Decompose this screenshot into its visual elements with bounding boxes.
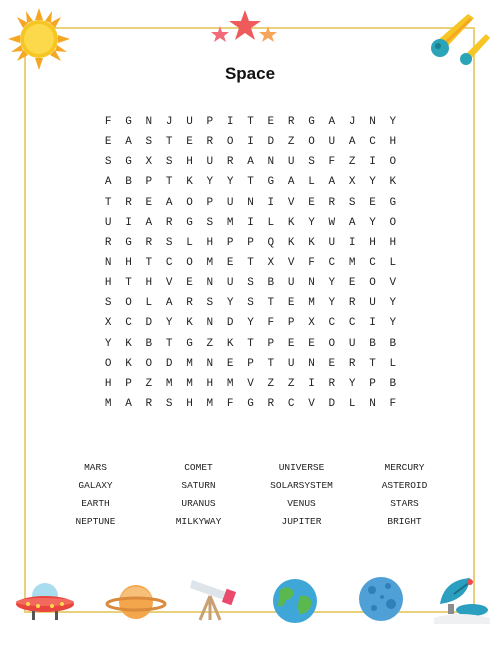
- grid-letter: H: [104, 277, 112, 290]
- grid-letter: A: [328, 116, 336, 129]
- grid-letter: L: [348, 397, 356, 410]
- grid-letter: K: [287, 216, 295, 229]
- grid-letter: O: [226, 136, 234, 149]
- grid-letter: X: [104, 317, 112, 330]
- grid-letter: R: [145, 397, 153, 410]
- word-list-item: STARS: [390, 498, 419, 509]
- grid-letter: A: [104, 176, 112, 189]
- grid-letter: B: [145, 337, 153, 350]
- grid-letter: E: [328, 357, 336, 370]
- grid-letter: E: [369, 196, 376, 209]
- word-list-item: URANUS: [181, 498, 216, 509]
- grid-letter: H: [369, 236, 376, 249]
- grid-letter: F: [104, 116, 112, 129]
- grid-letter: G: [125, 236, 132, 249]
- grid-letter: P: [145, 176, 153, 189]
- grid-letter: Y: [328, 297, 336, 310]
- grid-letter: U: [206, 156, 214, 169]
- grid-letter: P: [125, 377, 132, 390]
- grid-letter: N: [206, 317, 214, 330]
- grid-letter: P: [226, 236, 234, 249]
- grid-letter: T: [247, 256, 254, 269]
- grid-letter: N: [369, 116, 376, 129]
- grid-letter: R: [348, 297, 356, 310]
- grid-letter: H: [389, 136, 397, 149]
- grid-letter: D: [165, 357, 173, 370]
- grid-letter: S: [165, 156, 173, 169]
- grid-letter: N: [247, 196, 254, 209]
- grid-letter: A: [328, 176, 336, 189]
- grid-letter: V: [247, 377, 254, 390]
- grid-letter: F: [308, 256, 315, 269]
- grid-letter: C: [328, 317, 336, 330]
- grid-letter: E: [308, 337, 315, 350]
- grid-letter: A: [165, 196, 173, 209]
- grid-letter: Y: [389, 116, 397, 129]
- grid-letter: K: [186, 317, 193, 330]
- grid-letter: N: [267, 156, 275, 169]
- grid-letter: S: [308, 156, 315, 169]
- grid-letter: I: [247, 136, 254, 149]
- grid-letter: E: [267, 116, 275, 129]
- grid-letter: G: [247, 397, 254, 410]
- grid-letter: O: [328, 337, 336, 350]
- grid-letter: I: [247, 216, 254, 229]
- grid-letter: R: [267, 397, 275, 410]
- satellite-dish-icon: [430, 574, 492, 624]
- grid-letter: C: [165, 256, 173, 269]
- grid-letter: U: [186, 116, 193, 129]
- grid-letter: O: [308, 136, 315, 149]
- grid-letter: V: [389, 277, 397, 290]
- grid-letter: G: [186, 337, 193, 350]
- grid-letter: O: [125, 297, 132, 310]
- grid-letter: Z: [206, 337, 214, 350]
- grid-letter: M: [308, 297, 315, 310]
- grid-letter: Y: [247, 317, 254, 330]
- grid-letter: L: [389, 256, 397, 269]
- grid-letter: E: [104, 136, 112, 149]
- grid-letter: V: [287, 196, 295, 209]
- grid-letter: S: [145, 136, 153, 149]
- grid-letter: N: [206, 357, 214, 370]
- grid-letter: H: [206, 377, 214, 390]
- grid-letter: T: [267, 357, 275, 370]
- grid-letter: I: [369, 156, 376, 169]
- grid-letter: U: [226, 196, 234, 209]
- grid-letter: A: [348, 136, 356, 149]
- grid-letter: R: [206, 136, 214, 149]
- grid-letter: O: [389, 156, 397, 169]
- grid-letter: Y: [308, 216, 315, 229]
- grid-letter: U: [328, 136, 336, 149]
- grid-letter: L: [389, 357, 397, 370]
- grid-letter: V: [287, 256, 295, 269]
- grid-letter: R: [104, 236, 112, 249]
- grid-letter: E: [348, 277, 356, 290]
- grid-letter: N: [369, 397, 376, 410]
- grid-letter: Z: [348, 156, 356, 169]
- grid-letter: V: [165, 277, 173, 290]
- grid-letter: T: [247, 116, 254, 129]
- grid-letter: I: [226, 116, 234, 129]
- grid-letter: O: [104, 357, 112, 370]
- grid-letter: I: [308, 377, 315, 390]
- grid-letter: S: [104, 156, 112, 169]
- grid-letter: K: [125, 357, 132, 370]
- grid-letter: C: [287, 397, 295, 410]
- grid-letter: I: [267, 196, 275, 209]
- grid-letter: K: [308, 236, 315, 249]
- word-list-item: GALAXY: [78, 480, 113, 491]
- grid-letter: M: [165, 377, 173, 390]
- grid-letter: B: [369, 337, 376, 350]
- grid-letter: Y: [389, 317, 397, 330]
- grid-letter: R: [328, 377, 336, 390]
- grid-letter: T: [104, 196, 112, 209]
- grid-letter: H: [206, 236, 214, 249]
- word-list: [44, 459, 456, 531]
- grid-letter: Y: [104, 337, 112, 350]
- grid-letter: U: [287, 156, 295, 169]
- grid-letter: P: [206, 196, 214, 209]
- grid-letter: N: [308, 277, 315, 290]
- grid-letter: H: [104, 377, 112, 390]
- grid-letter: M: [186, 377, 193, 390]
- grid-letter: A: [247, 156, 254, 169]
- grid-letter: Z: [287, 377, 295, 390]
- grid-letter: U: [104, 216, 112, 229]
- grid-letter: U: [287, 277, 295, 290]
- grid-letter: A: [165, 297, 173, 310]
- grid-letter: F: [267, 317, 275, 330]
- grid-letter: R: [348, 357, 356, 370]
- grid-letter: T: [165, 136, 173, 149]
- grid-letter: G: [125, 156, 132, 169]
- grid-letter: K: [226, 337, 234, 350]
- grid-letter: G: [308, 116, 315, 129]
- grid-letter: T: [165, 337, 173, 350]
- grid-letter: S: [206, 216, 214, 229]
- grid-letter: G: [389, 196, 397, 209]
- grid-letter: Y: [389, 297, 397, 310]
- grid-letter: D: [328, 397, 336, 410]
- grid-letter: E: [308, 196, 315, 209]
- grid-letter: H: [145, 277, 153, 290]
- grid-letter: E: [287, 297, 295, 310]
- grid-letter: W: [328, 216, 336, 229]
- grid-letter: E: [226, 357, 234, 370]
- grid-letter: H: [186, 156, 193, 169]
- grid-letter: S: [247, 297, 254, 310]
- grid-letter: O: [186, 196, 193, 209]
- grid-letter: S: [165, 397, 173, 410]
- grid-letter: D: [226, 317, 234, 330]
- grid-letter: X: [267, 256, 275, 269]
- grid-letter: D: [145, 317, 153, 330]
- grid-letter: T: [145, 256, 153, 269]
- grid-letter: L: [308, 176, 315, 189]
- grid-letter: A: [287, 176, 295, 189]
- grid-letter: A: [348, 216, 356, 229]
- grid-letter: I: [125, 216, 132, 229]
- stars-icon: [208, 8, 280, 48]
- grid-letter: I: [348, 236, 356, 249]
- grid-letter: Q: [267, 236, 275, 249]
- grid-letter: S: [165, 236, 173, 249]
- grid-letter: C: [125, 317, 132, 330]
- word-list-item: EARTH: [81, 498, 110, 509]
- planet-icon: [358, 576, 404, 622]
- grid-letter: C: [328, 256, 336, 269]
- grid-letter: F: [389, 397, 397, 410]
- grid-letter: S: [348, 196, 356, 209]
- grid-letter: N: [104, 256, 112, 269]
- grid-letter: T: [247, 337, 254, 350]
- grid-letter: A: [125, 397, 132, 410]
- grid-letter: L: [186, 236, 193, 249]
- word-list-item: ASTEROID: [381, 480, 428, 491]
- grid-letter: X: [145, 156, 153, 169]
- grid-letter: M: [226, 216, 234, 229]
- grid-letter: S: [247, 277, 254, 290]
- grid-letter: M: [206, 397, 214, 410]
- grid-letter: I: [369, 317, 376, 330]
- grid-letter: F: [226, 397, 234, 410]
- word-search-grid: [98, 112, 403, 414]
- grid-letter: Y: [348, 377, 356, 390]
- word-list-item: COMET: [184, 462, 213, 473]
- word-list-item: MILKYWAY: [175, 516, 222, 527]
- grid-letter: L: [267, 216, 275, 229]
- word-list-item: JUPITER: [281, 516, 322, 527]
- grid-letter: V: [308, 397, 315, 410]
- grid-letter: R: [125, 196, 132, 209]
- grid-letter: E: [287, 337, 295, 350]
- grid-letter: M: [186, 357, 193, 370]
- grid-letter: O: [186, 256, 193, 269]
- ufo-icon: [14, 580, 76, 624]
- grid-letter: E: [226, 256, 234, 269]
- grid-letter: P: [287, 317, 295, 330]
- grid-letter: T: [125, 277, 132, 290]
- word-list-item: SATURN: [181, 480, 216, 491]
- grid-letter: A: [145, 216, 153, 229]
- grid-letter: B: [267, 277, 275, 290]
- grid-letter: P: [247, 357, 254, 370]
- grid-letter: K: [389, 176, 397, 189]
- grid-letter: R: [287, 116, 295, 129]
- grid-letter: H: [125, 256, 132, 269]
- telescope-icon: [188, 574, 240, 622]
- grid-letter: P: [267, 337, 275, 350]
- word-list-item: VENUS: [287, 498, 316, 509]
- grid-letter: Y: [226, 297, 234, 310]
- grid-letter: M: [348, 256, 356, 269]
- comet-icon: [424, 10, 494, 68]
- grid-letter: G: [267, 176, 275, 189]
- word-list-item: BRIGHT: [387, 516, 422, 527]
- grid-letter: G: [125, 116, 132, 129]
- grid-letter: U: [287, 357, 295, 370]
- grid-letter: P: [369, 377, 376, 390]
- grid-letter: Y: [369, 216, 376, 229]
- grid-letter: M: [226, 377, 234, 390]
- grid-letter: C: [348, 317, 356, 330]
- grid-letter: U: [328, 236, 336, 249]
- grid-letter: T: [247, 176, 254, 189]
- saturn-icon: [106, 580, 166, 624]
- grid-letter: O: [145, 357, 153, 370]
- grid-letter: B: [125, 176, 132, 189]
- grid-letter: Y: [226, 176, 234, 189]
- grid-letter: U: [348, 337, 356, 350]
- grid-letter: R: [186, 297, 193, 310]
- page-title: Space: [224, 64, 276, 83]
- sun-icon: [8, 8, 70, 70]
- grid-letter: Z: [267, 377, 275, 390]
- grid-letter: P: [206, 116, 214, 129]
- grid-letter: K: [125, 337, 132, 350]
- grid-letter: K: [287, 236, 295, 249]
- grid-letter: C: [369, 256, 376, 269]
- grid-letter: E: [186, 136, 193, 149]
- grid-letter: S: [206, 297, 214, 310]
- grid-letter: Z: [145, 377, 153, 390]
- grid-letter: Y: [328, 277, 336, 290]
- grid-letter: H: [389, 236, 397, 249]
- word-list-item: MERCURY: [384, 462, 425, 473]
- grid-letter: E: [145, 196, 153, 209]
- grid-letter: E: [186, 277, 193, 290]
- grid-letter: O: [389, 216, 397, 229]
- grid-letter: Y: [369, 176, 376, 189]
- grid-letter: X: [308, 317, 315, 330]
- grid-letter: R: [226, 156, 234, 169]
- grid-letter: Z: [287, 136, 295, 149]
- grid-letter: G: [186, 216, 193, 229]
- grid-letter: O: [369, 277, 376, 290]
- grid-letter: M: [206, 256, 214, 269]
- grid-letter: N: [206, 277, 214, 290]
- grid-letter: B: [389, 377, 397, 390]
- grid-letter: L: [145, 297, 153, 310]
- grid-letter: Y: [165, 317, 173, 330]
- word-list-item: UNIVERSE: [278, 462, 325, 473]
- grid-letter: X: [348, 176, 356, 189]
- grid-letter: N: [308, 357, 315, 370]
- grid-letter: T: [267, 297, 275, 310]
- grid-letter: U: [226, 277, 234, 290]
- grid-letter: N: [145, 116, 153, 129]
- earth-icon: [272, 578, 318, 624]
- grid-letter: T: [369, 357, 376, 370]
- grid-letter: U: [369, 297, 376, 310]
- grid-letter: B: [389, 337, 397, 350]
- grid-letter: H: [186, 397, 193, 410]
- grid-letter: K: [186, 176, 193, 189]
- word-list-item: MARS: [84, 462, 107, 473]
- grid-letter: P: [247, 236, 254, 249]
- grid-letter: J: [165, 116, 173, 129]
- grid-letter: J: [348, 116, 356, 129]
- grid-letter: A: [125, 136, 132, 149]
- grid-letter: R: [165, 216, 173, 229]
- grid-letter: F: [328, 156, 336, 169]
- grid-letter: C: [369, 136, 376, 149]
- grid-letter: T: [165, 176, 173, 189]
- word-list-item: NEPTUNE: [75, 516, 116, 527]
- grid-letter: M: [104, 397, 112, 410]
- grid-letter: R: [328, 196, 336, 209]
- grid-letter: D: [267, 136, 275, 149]
- grid-letter: Y: [206, 176, 214, 189]
- grid-letter: R: [145, 236, 153, 249]
- grid-letter: S: [104, 297, 112, 310]
- word-list-item: SOLARSYSTEM: [270, 480, 333, 491]
